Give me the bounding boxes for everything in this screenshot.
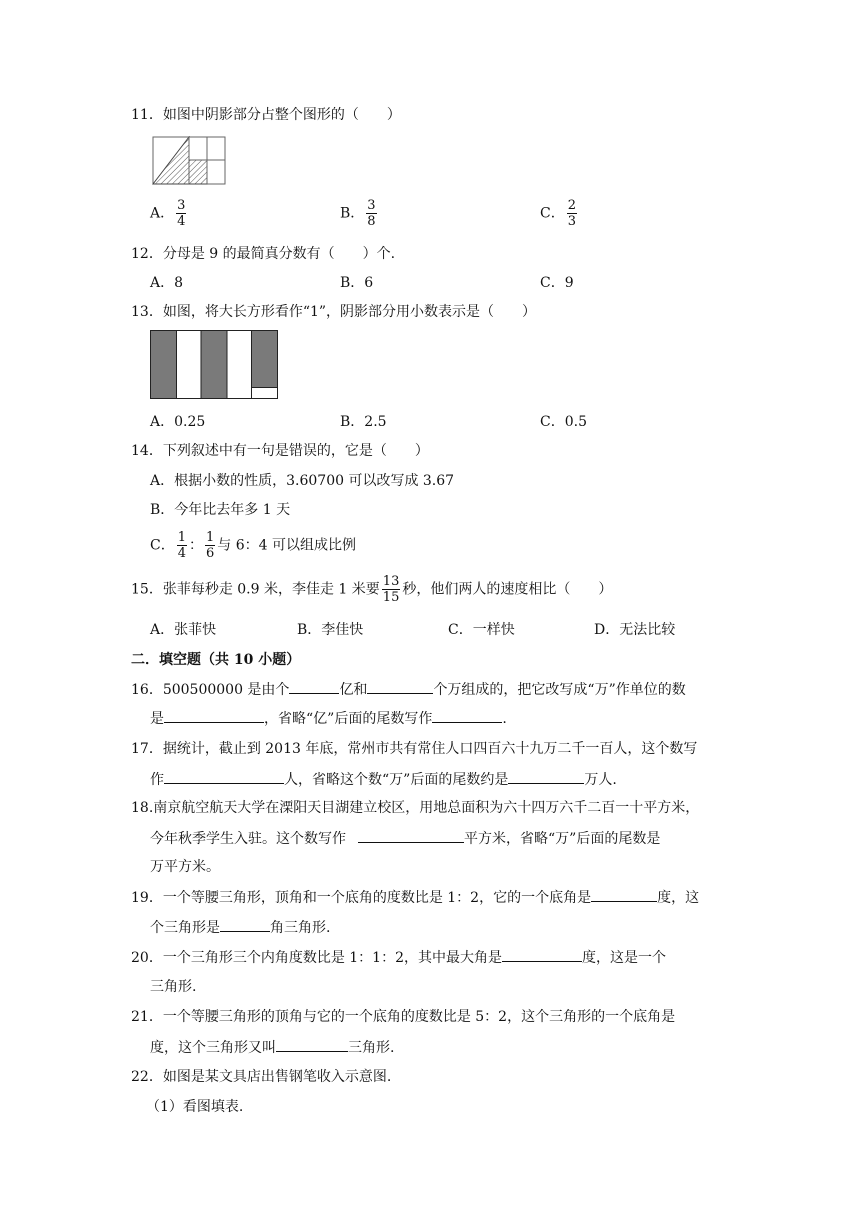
fraction: $\frac{13}{15}$ xyxy=(382,574,400,605)
q14-option-a[interactable]: A．根据小数的性质，3.60700 可以改写成 3.67 xyxy=(150,473,455,489)
q13-shaded-bar xyxy=(151,331,177,399)
q11-option-a[interactable] xyxy=(150,198,188,229)
q16-line2: 是 ，省略“亿”后面的尾数写作 . xyxy=(150,707,507,728)
answer-blank[interactable] xyxy=(276,1036,348,1052)
q18-line1: 18.南京航空航天大学在溧阳天目湖建立校区，用地总面积为六十四万六千二百一十平方米， xyxy=(131,800,700,816)
answer-blank[interactable] xyxy=(508,768,584,784)
answer-blank[interactable] xyxy=(220,916,270,932)
fraction: $\frac{1}{4}$ xyxy=(177,530,186,561)
q15-option-c[interactable]: C．一样快 xyxy=(448,622,515,638)
q22-stem: 22．如图是某文具店出售钢笔收入示意图. xyxy=(131,1069,392,1085)
q19-line1: 19．一个等腰三角形，顶角和一个底角的度数比是 1：2，它的一个底角是 度，这 xyxy=(131,886,699,907)
q22-sub1: （1）看图填表. xyxy=(146,1099,244,1115)
option-label: C． xyxy=(150,537,175,554)
q13-stem: 13．如图，将大长方形看作“1”，阴影部分用小数表示是（ ） xyxy=(131,304,537,320)
q11-figure xyxy=(152,136,228,186)
q21-line1: 21．一个等腰三角形的顶角与它的一个底角的度数比是 5：2，这个三角形的一个底角是 xyxy=(131,1009,676,1025)
q15-option-b[interactable]: B．李佳快 xyxy=(297,622,364,638)
q11-option-c[interactable] xyxy=(540,198,579,229)
answer-blank[interactable] xyxy=(432,707,502,723)
section-title: 二．填空题（共 10 小题） xyxy=(131,652,301,668)
q17-line1: 17．据统计，截止到 2013 年底，常州市共有常住人口四百六十九万二千一百人，这个数写 xyxy=(131,741,698,757)
q12-stem: 12．分母是 9 的最简真分数有（ ）个. xyxy=(131,246,396,262)
q13-figure xyxy=(150,330,279,400)
q18-line3: 万平方米。 xyxy=(150,859,220,875)
q15-option-d[interactable]: D．无法比较 xyxy=(594,622,676,638)
q12-option-c[interactable]: C．9 xyxy=(540,275,574,291)
q15-option-a[interactable]: A．张菲快 xyxy=(150,622,217,638)
q19-line2: 个三角形是 角三角形. xyxy=(150,916,330,937)
q15-stem: 15．张菲每秒走 0.9 米，李佳走 1 米要 $\frac{13}{15}$ 秒，他们两人的速度相比（ ） xyxy=(131,574,613,605)
answer-blank[interactable] xyxy=(164,707,264,723)
q11-stem: 11．如图中阴影部分占整个图形的（ ） xyxy=(131,107,401,123)
q14-option-c[interactable]: C． $\frac{1}{4}$ ： $\frac{1}{6}$ 与 6：4 可以组成比例 xyxy=(150,530,356,561)
q20-line1: 20．一个三角形三个内角度数比是 1：1：2，其中最大角是 度，这是一个 xyxy=(131,946,666,967)
q13-shaded-bar xyxy=(252,331,278,388)
fraction: $\frac{3}{4}$ xyxy=(177,198,186,229)
q14-stem: 14．下列叙述中有一句是错误的，它是（ ） xyxy=(131,443,429,459)
q20-line2: 三角形. xyxy=(150,979,197,995)
answer-blank[interactable] xyxy=(358,827,464,843)
q17-line2: 作 人，省略这个数“万”后面的尾数约是 万人. xyxy=(150,768,617,789)
q13-option-b[interactable]: B．2.5 xyxy=(340,414,387,430)
q11-option-b[interactable] xyxy=(340,198,379,229)
q13-option-a[interactable]: A．0.25 xyxy=(150,414,206,430)
option-label: B． xyxy=(340,205,365,222)
option-label: A． xyxy=(150,205,175,222)
fraction: $\frac{2}{3}$ xyxy=(567,198,576,229)
answer-blank[interactable] xyxy=(289,678,339,694)
answer-blank[interactable] xyxy=(367,678,433,694)
q21-line2: 度，这个三角形又叫 三角形. xyxy=(150,1036,394,1057)
fraction: $\frac{1}{6}$ xyxy=(206,530,215,561)
q18-line2: 今年秋季学生入驻。这个数写作 平方米，省略“万”后面的尾数是 xyxy=(150,827,660,848)
q14-option-b[interactable]: B．今年比去年多 1 天 xyxy=(150,502,291,518)
q12-option-a[interactable]: A．8 xyxy=(150,275,184,291)
q12-option-b[interactable]: B．6 xyxy=(340,275,374,291)
q13-shaded-bar xyxy=(201,331,227,399)
fraction: $\frac{3}{8}$ xyxy=(367,198,376,229)
q13-option-c[interactable]: C．0.5 xyxy=(540,414,587,430)
q11-shaded-square xyxy=(189,160,207,184)
answer-blank[interactable] xyxy=(502,946,582,962)
option-label: C． xyxy=(540,205,565,222)
answer-blank[interactable] xyxy=(164,768,284,784)
q16-line1: 16．500500000 是由个 亿和 个万组成的，把它改写成“万”作单位的数 xyxy=(131,678,686,699)
answer-blank[interactable] xyxy=(591,886,657,902)
